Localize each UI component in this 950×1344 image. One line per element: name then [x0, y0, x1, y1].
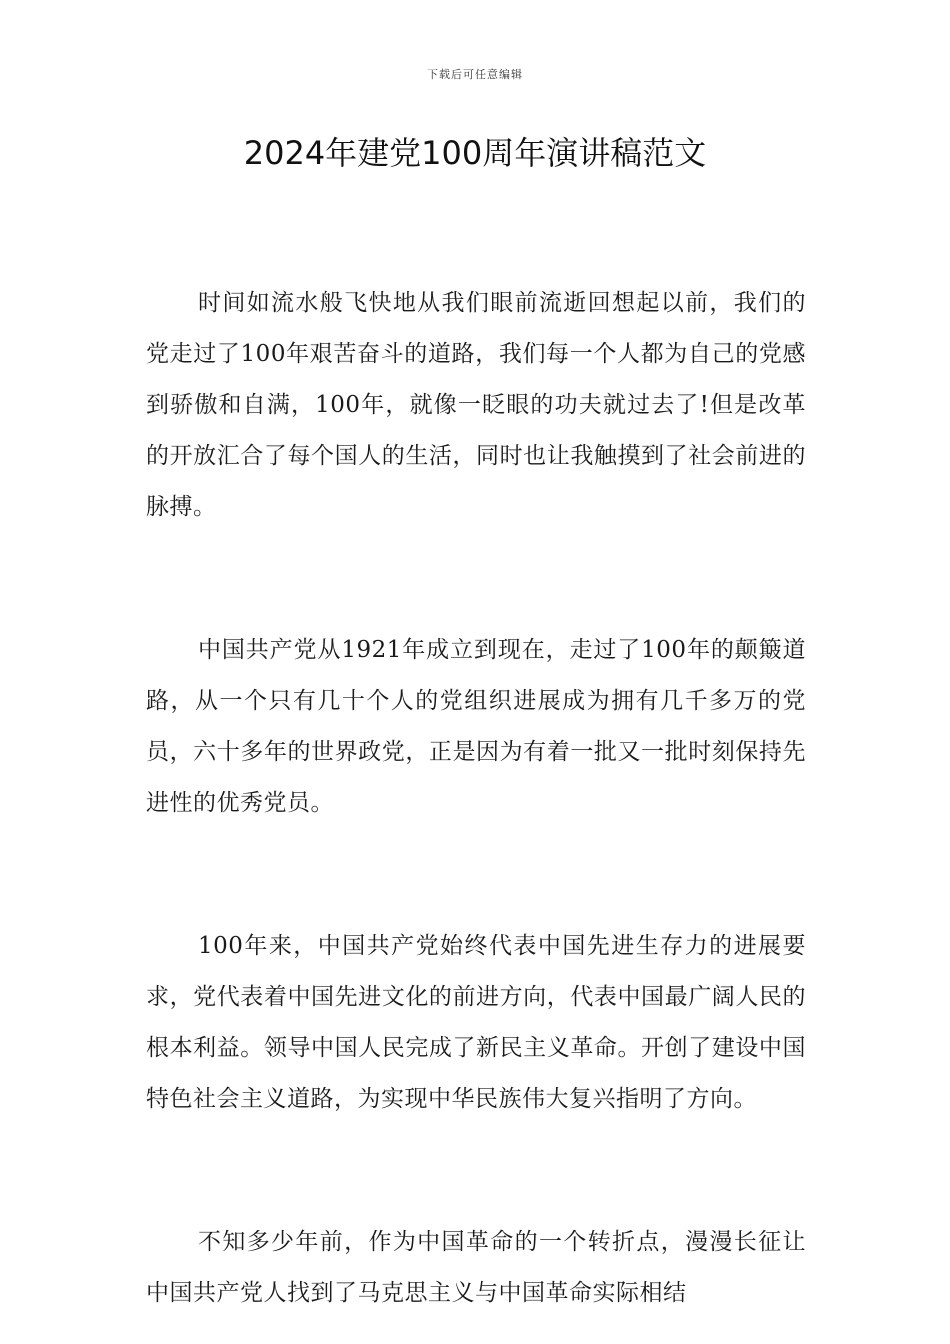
document-title: 2024年建党100周年演讲稿范文	[243, 134, 707, 172]
paragraph-3: 100年来，中国共产党始终代表中国先进生存力的进展要求，党代表着中国先进文化的前进方向，代表中国最广阔人民的根本利益。领导中国人民完成了新民主义革命。开创了建设中国特色社会主义道路，为实现中华民族伟大复兴指明了方向。	[146, 933, 806, 1112]
paragraph-2: 中国共产党从1921年成立到现在，走过了100年的颠簸道路，从一个只有几十个人的党组织进展成为拥有几千多万的党员，六十多年的世界政党，正是因为有着一批又一批时刻保持先进性的优秀党员。	[146, 637, 806, 816]
document-body	[146, 278, 806, 1319]
paragraph-4: 不知多少年前，作为中国革命的一个转折点，漫漫长征让中国共产党人找到了马克思主义与中国革命实际相结	[146, 1229, 806, 1306]
paragraph-1: 时间如流水般飞快地从我们眼前流逝回想起以前，我们的党走过了100年艰苦奋斗的道路，我们每一个人都为自己的党感到骄傲和自满，100年，就像一眨眼的功夫就过去了!但是改革的开放汇合了每个国人的生活，同时也让我触摸到了社会前进的脉搏。	[146, 290, 806, 520]
header-note: 下载后可任意编辑	[427, 68, 523, 81]
